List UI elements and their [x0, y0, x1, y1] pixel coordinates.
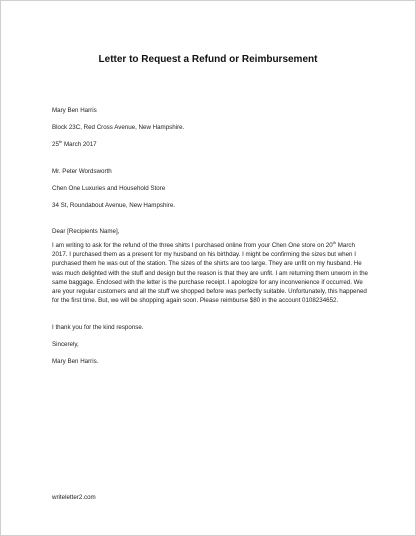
recipient-company: Chen One Luxuries and Household Store — [52, 185, 166, 192]
footer-site: writeletter2.com — [52, 494, 96, 501]
recipient-address: 34 St, Roundabout Avenue, New Hampshire. — [52, 202, 176, 209]
letter-date — [52, 138, 97, 149]
body-paragraph-1 — [52, 241, 370, 305]
body-p1-b: March 2017. I purchased them as a present for my husband on his birthday. I might be confirming the sizes but when I purchased them he was out of the station. The sizes of the shirts are too large. They are unfit on my husband. He was much delighted with the stuff and design but the reason is that they are unfit. I am returning them unworn in the same baggage. Enclosed with the letter is the purchase receipt. I apologize for any inconvenience if occurred. We are your regular customers and all the stuff we shopped before was perfectly suitable. Unfortunately, this happened for the first time. But, we will be shopping again soon. Please reimburse $80 in the account 0108234652. — [52, 242, 368, 305]
date-suffix: th — [58, 138, 63, 144]
recipient-name: Mr. Peter Wordsworth — [52, 168, 112, 175]
closing: Sincerely, — [52, 341, 79, 348]
body-paragraph-2: I thank you for the kind response. — [52, 324, 144, 331]
date-day: 25 — [52, 141, 59, 148]
letter-title: Letter to Request a Refund or Reimbursement — [98, 54, 318, 65]
body-p1-a: I am writing to ask for the refund of the three shirts I purchased online from your Chen One store on 20 — [52, 242, 333, 249]
body-p1-sup: th — [332, 239, 336, 245]
sender-name: Mary Ben Harris — [52, 107, 97, 114]
signature: Mary Ben Harris. — [52, 358, 99, 365]
date-rest: March 2017 — [62, 141, 97, 148]
salutation: Dear [Recipients Name], — [52, 228, 120, 235]
sender-address: Block 23C, Red Cross Avenue, New Hampshire. — [52, 124, 185, 131]
